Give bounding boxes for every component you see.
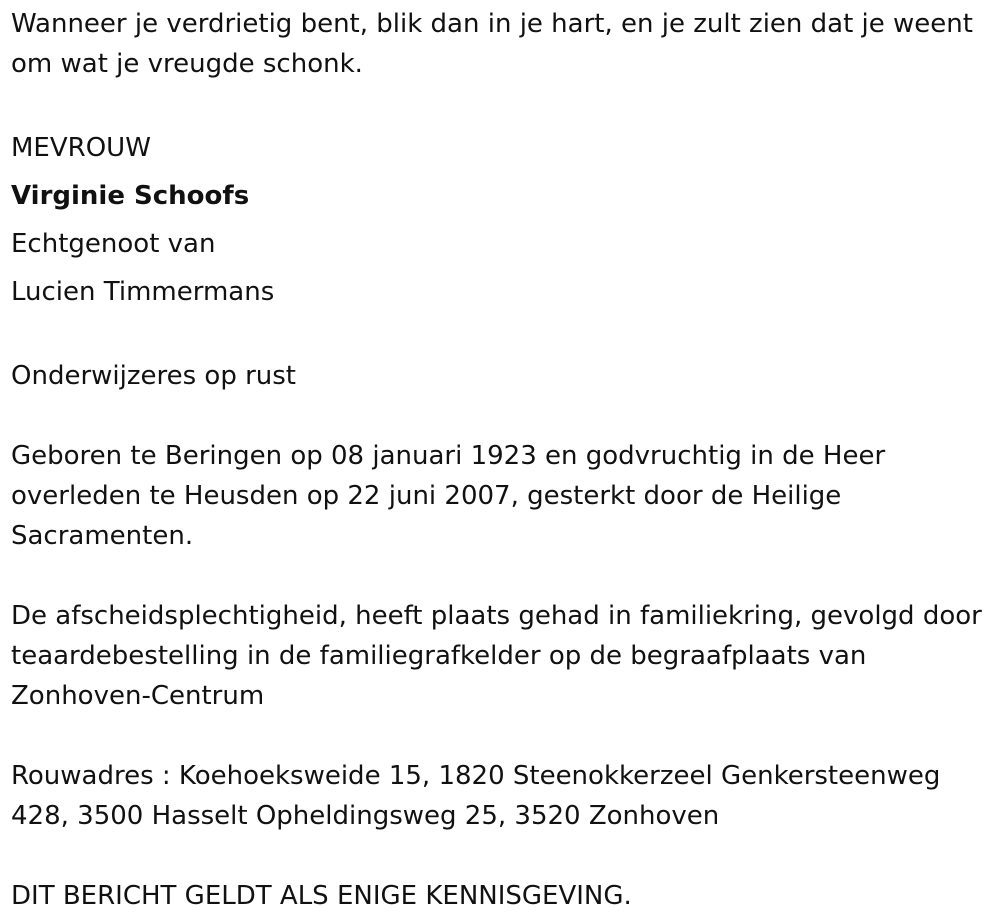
- deceased-name: Virginie Schoofs: [11, 181, 250, 211]
- spacer: [11, 84, 986, 124]
- obituary-notice: [11, 4, 986, 916]
- spacer: [11, 836, 986, 876]
- spacer: [11, 716, 986, 756]
- spouse-name: Lucien Timmermans: [11, 277, 275, 307]
- birth-death-paragraph: Geboren te Beringen op 08 januari 1923 en godvruchtig in de Heer overleden te Heusden op 22 juni 2007, gesterkt door de Heilige Sacramenten.: [11, 441, 886, 551]
- closing-statement: DIT BERICHT GELDT ALS ENIGE KENNISGEVING.: [11, 881, 632, 911]
- spacer: [11, 316, 986, 356]
- spacer: [11, 396, 986, 436]
- address-paragraph: Rouwadres : Koehoeksweide 15, 1820 Steenokkerzeel Genkersteenweg 428, 3500 Hasselt Opheldingsweg 25, 3520 Zonhoven: [11, 761, 941, 831]
- quote-text: Wanneer je verdrietig bent, blik dan in je hart, en je zult zien dat je weent om wat je vreugde schonk.: [11, 9, 973, 79]
- ceremony-paragraph: De afscheidsplechtigheid, heeft plaats gehad in familiekring, gevolgd door teaardebestelling in de familiegrafkelder op de begraafplaats van Zonhoven-Centrum: [11, 601, 982, 711]
- occupation: Onderwijzeres op rust: [11, 361, 296, 391]
- spouse-label: Echtgenoot van: [11, 229, 216, 259]
- salutation: MEVROUW: [11, 133, 151, 163]
- spacer: [11, 556, 986, 596]
